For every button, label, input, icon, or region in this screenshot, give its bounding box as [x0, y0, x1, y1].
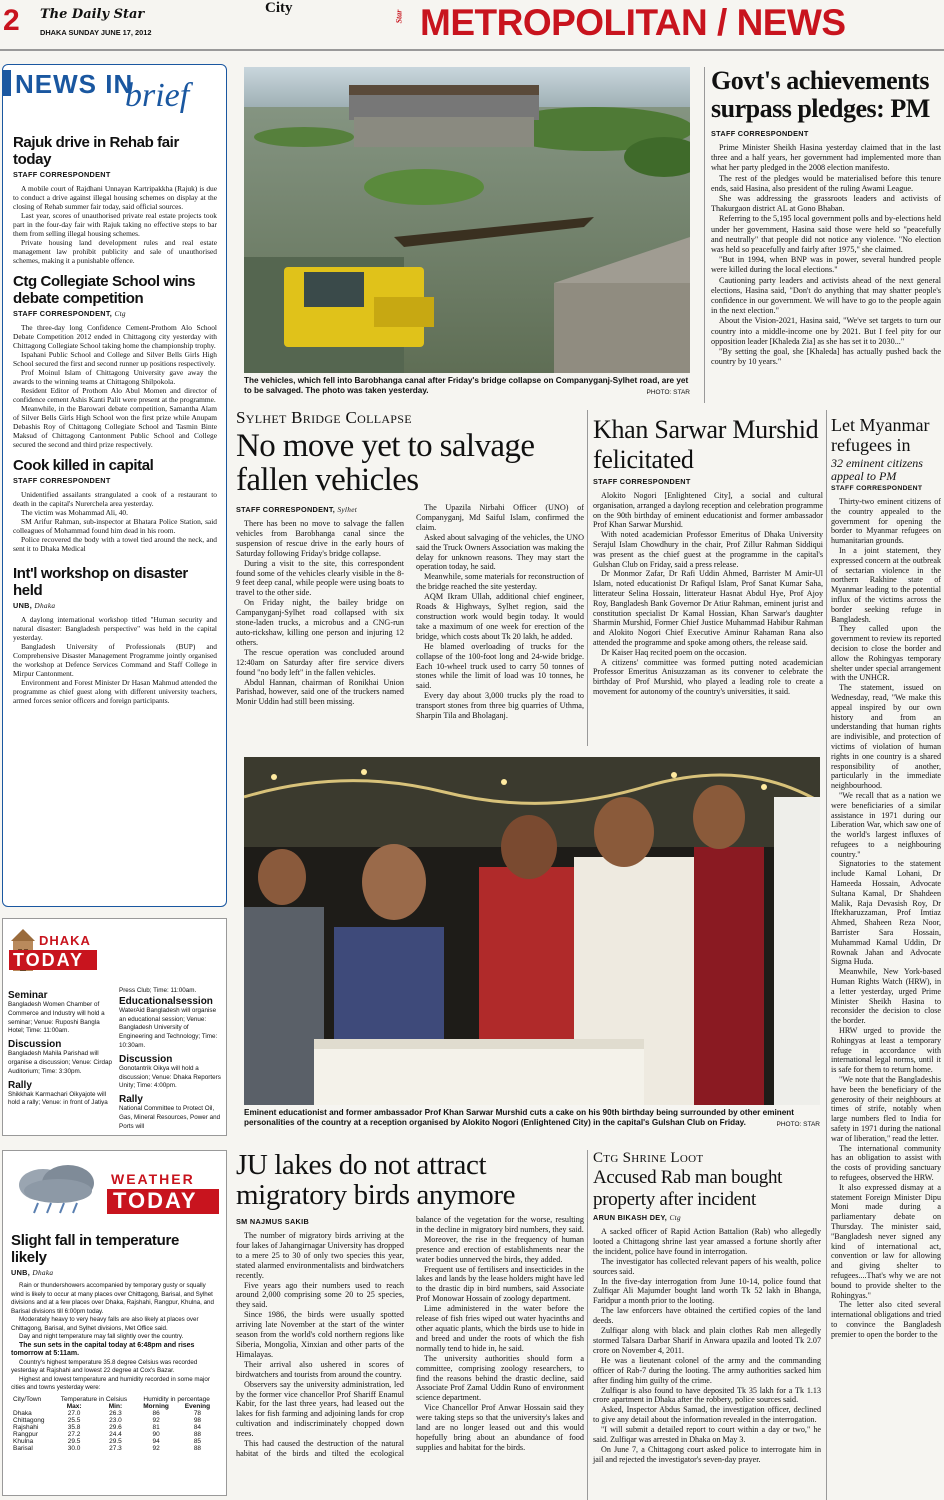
paragraph: Meanwhile, in the Barowari debate competition, Samantha Alam of Silver Bells Girls High School won the first prize while Anupam Debashis Roy of Chittagong Collegiate School and Tasmin Binte Maksud of Chittagong Cantonment Public School and College secured the second and third prize respectively.: [13, 404, 217, 449]
govt-byline: STAFF CORRESPONDENT: [711, 129, 809, 138]
salvage-kicker: Sylhet Bridge Collapse: [236, 408, 412, 427]
myanmar-body: [831, 497, 941, 1340]
paragraph: The statement, issued on Wednesday, read, "We make this appeal inspired by our own history and from an understanding that human rights are indivisible, and protection of victims of violation of human rights in one country is a shared responsibility of another, particularly in the immediate neighbourhood.: [831, 683, 941, 791]
masthead: [0, 0, 944, 52]
event-type: Discussion: [8, 1039, 62, 1051]
paragraph: Dr Monmor Zafar, Dr Rafi Uddin Ahmed, Barrister M Amir-Ul Islam, noted educationist Dr Rafiqul Islam, Prof Sanat Kumar Saha, litterateur Selina Hossain, litterateur Hasnat Abdul Hye, Prof Ajoy Roy, Bangladesh Bank Governor Dr Atiur Rahman, eminent jurist and constitution specialist Dr Kamal Hossian, Khan Sarwar's daughter Sharmin Murshid, Former Chief Justice Muhammad Habibur Rahman and Alokito Nogori Chief Executive Aminur Rahaman Rana also attended the programme and spoke among others, the release said.: [593, 569, 823, 647]
table-row: Barisal 30.0 27.3 92 88: [13, 1444, 202, 1452]
paragraph: It also expressed dismay at a statement Foreign Minister Dipu Moni made during a parliamentary debate on Thursday. The minister said, "Bangladesh never signed any kind of international act, convention or law for allowing and giving shelter to refugees....That's why we are not bound to provide shelter to the Rohingyas.": [831, 1182, 941, 1300]
salvage-story: [236, 408, 584, 739]
paragraph: Signatories to the statement include Kamal Lohani, Dr Hameeda Hossain, Advocate Sultana Kamal, Dr Shahdeen Malik, Raja Devasish Roy, Dr Iftekharuzzaman, Prof Imtiaz Ahmed, Shaheen Reza Noor, Barrister Sara Hossain, Muhammad Kamal Uddin, Dr Rownak Jahan and Advocate Sigma Huda.: [831, 859, 941, 967]
govt-body: [711, 143, 941, 367]
paragraph: Every day about 3,000 trucks ply the road to transport stones from three big quarries of Uthma, Sharpin Tila and Bholaganj.: [416, 691, 584, 721]
dhaka-today-left: [8, 987, 114, 1108]
paragraph: Alokito Nogori [Enlightened City], a social and cultural organisation, arranged a daylong reception and celebration programme on the 90th birthday of eminent educationist and former ambassador Prof Khan Sarwar Murshid.: [593, 491, 823, 530]
paragraph: The victim was Mohammad Ali, 40.: [21, 508, 128, 517]
dhaka-today-right: [119, 987, 223, 1132]
column-rule: [826, 410, 827, 1500]
table-header: Temperature in Celsius: [60, 1395, 128, 1403]
salvage-headline: No move yet to salvage fallen vehicles: [236, 428, 535, 498]
khan-byline: STAFF CORRESPONDENT: [593, 477, 691, 486]
ju-headline: JU lakes do not attract migratory birds anymore: [236, 1149, 516, 1211]
column-rule: [704, 67, 705, 403]
paragraph: She was addressing the grassroots leaders and activists of Thakurgaon district AL at Gono Bhaban.: [711, 194, 941, 214]
paragraph: This had caused the destruction of the natural habitat of the birds and tilted the ecological balance of the vegetation for the worse, resulting in the decline in migratory bird numbers, they said.: [236, 1215, 584, 1458]
table-row: Rajshahi 35.8 29.6 81 84: [13, 1423, 202, 1431]
event-text: Gonotantrik Oikya will hold a discussion; Venue: Dhaka Reporters Unity; Time: 4:00pm.: [119, 1064, 221, 1090]
weather-table: [11, 1396, 218, 1452]
paragraph: Last year, scores of unauthorised private real estate projects took part in the four-day fair with Rajuk taking no effective steps to bar them from selling illegal housing schemes.: [13, 211, 217, 238]
rab-byline-place: Ctg: [669, 1213, 681, 1222]
myanmar-headline: Let Myanmar refugees in: [831, 415, 930, 455]
paragraph: There has been no move to salvage the fallen vehicles from Barobhanga canal since the suspension of rescue drive in the early hours of Saturday following Friday's bridge collapse.: [236, 519, 404, 558]
weather-byline: UNB,: [11, 1268, 33, 1277]
brief-byline: STAFF CORRESPONDENT,: [13, 309, 115, 318]
column-rule: [587, 410, 588, 746]
brief-headline: Rajuk drive in Rehab fair today: [13, 134, 179, 168]
paragraph: Resident Editor of Prothom Alo Abul Momen and director of confidence cement Ashis Kanti Palit were present at the programme.: [13, 386, 217, 404]
column-rule: [587, 1150, 588, 1500]
table-header: Morning: [143, 1402, 169, 1410]
paragraph: On Friday night, the bailey bridge on Campanyganj-Sylhet road collapsed with six stone-laden trucks, a microbus and a CNG-run auto-rickshaw, killing one person and injuring 12 others.: [236, 598, 404, 647]
section-small: City: [265, 0, 293, 16]
sun-times: The sun sets in the capital today at 6:48pm and rises tomorrow at 5:11am.: [11, 1341, 195, 1357]
paragraph: With noted academician Professor Emeritus of Dhaka University Serajul Islam Chowdhury in the chair, Prof Zillur Rahman Siddiqui was present as the chief guest at the programme in the capital's Gulshan Club on Friday, said a press release.: [593, 530, 823, 569]
brief-item: [13, 273, 217, 449]
brief-item: [13, 565, 217, 705]
paragraph: Meanwhile, some materials for reconstruction of the bridge reached the site yesterday.: [416, 572, 584, 592]
paper-name: The Daily Star: [40, 7, 145, 22]
paragraph: Highest and lowest temperature and humidity recorded in some major cities and towns yesterday were:: [11, 1375, 210, 1391]
paragraph: Their arrival also ushered in scores of birdwatchers and tourists from around the country.: [236, 1359, 404, 1379]
paragraph: SM Arifur Rahman, sub-inspector at Bhatara Police Station, said colleagues of Mohammad found him dead in his room.: [13, 517, 217, 535]
govt-story: [711, 67, 941, 367]
rab-kicker: Ctg Shrine Loot: [593, 1150, 704, 1166]
rab-byline: ARUN BIKASH DEY,: [593, 1213, 670, 1222]
photo-credit: PHOTO: STAR: [776, 1121, 820, 1128]
paragraph: He was a lieutenant colonel of the army and the commanding officer of Rab-7 during the looting. The army authorities sacked him after finding him guilty of the crime.: [593, 1355, 821, 1385]
salvage-byline: STAFF CORRESPONDENT,: [236, 505, 338, 514]
rain-cloud-icon: [13, 1163, 105, 1215]
salvage-byline-place: Sylhet: [337, 505, 358, 514]
paragraph: Frequent use of fertilisers and insecticides in the lakes and lands by the lease holders might have led to the drastic dip in bird numbers, said Associate Prof Monowar Hossain of zoology department.: [416, 1264, 584, 1304]
brief-headline: Int'l workshop on disaster held: [13, 565, 188, 599]
dateline: DHAKA SUNDAY JUNE 17, 2012: [40, 28, 152, 37]
event-type: Rally: [119, 1094, 143, 1106]
cake-photo-caption: [244, 1108, 820, 1130]
paragraph: Since 1986, the birds were usually spotted arriving late November at the start of the winter season from the world's cold northern regions like Siberia, Mongolia, Xinxian and other parts of the Himalayas.: [236, 1310, 404, 1359]
paragraph: They called upon the government to review its reported decision to close the border and allow the Rohingyas temporary shelter under special arrangement with the UNHCR.: [831, 624, 941, 683]
brief-byline: UNB,: [13, 601, 35, 610]
khan-story: [593, 415, 823, 697]
page-number: 2: [3, 4, 20, 37]
news-in-brief: [2, 64, 227, 907]
paragraph: Ispahani Public School and College and Silver Bells Girls High School secured the first and second runner up positions respectively.: [13, 350, 217, 368]
table-header: Humidity in percentage: [143, 1395, 210, 1403]
event-text: Bangladesh Women Chamber of Commerce and Industry will hold a seminar; Venue: Ruposhi Bangla Hotel; Time: 11:00am.: [8, 1001, 105, 1035]
weather-body: [11, 1282, 218, 1393]
brief-body: [13, 615, 217, 705]
weather-header: [3, 1151, 226, 1221]
paragraph: Country's highest temperature 35.8 degree Celsius was recorded yesterday at Rajshahi and lowest 22 degree at Cox's Bazar.: [11, 1358, 198, 1374]
event-text: WaterAid Bangladesh will organise an educational session; Venue: Bangladesh University of Engineering and Technology; Time: 10:30am.: [119, 1006, 218, 1049]
table-row: Khulna 29.5 29.5 94 85: [13, 1437, 202, 1445]
paragraph: Asked about salvaging of the vehicles, the UNO said the Truck Owners Association was making the delay for unknown reasons. They may start the operation today, he said.: [416, 532, 584, 572]
paragraph: Moreover, the rise in the frequency of human presence and erection of establishments near the water bodies unnerved the birds, they added.: [416, 1234, 584, 1264]
paragraph: "We note that the Bangladeshis have been the beneficiary of the generosity of their neighbours at times of strife, notably when large numbers fled to India for safety in 1971 during the national war of liberation," read the letter.: [831, 1075, 941, 1143]
cake-cutting-photo: [244, 757, 820, 1105]
paragraph: AQM Ikram Ullah, additional chief engineer, Roads & Highways, Sylhet region, said the construction work would begin today. It would take a maximum of one week for erection of the bridge, which costs about Tk 20 lakh, he added.: [416, 592, 584, 641]
brief-body: [13, 184, 217, 265]
table-header: Min:: [108, 1402, 123, 1410]
paragraph: During a visit to the site, this correspondent found some of the vehicles clearly visible in the 8-9 feet deep canal, while people were using boats to travel to the other side.: [236, 558, 404, 598]
paragraph: The rest of the pledges would be materialised before this tenure ends, said Hasina, also president of the ruling Awami League.: [711, 173, 941, 193]
table-header: City/Town: [13, 1395, 42, 1403]
masthead-rule: [0, 49, 944, 51]
paragraph: Zulfiqar along with black and plain clothes Rab men allegedly stormed Talsara Darbar Sharif in Anwara upazila and looted Tk 2.07 crore on November 4, 2011.: [593, 1326, 821, 1355]
paragraph: A daylong international workshop titled "Human security and natural disaster: Bangladesh perspective" was held in the capital yesterday.: [13, 615, 217, 642]
paragraph: HRW urged to provide the Rohingyas at least a temporary refuge in accordance with international legal norms, until it is safe for them to return home.: [831, 1026, 941, 1075]
brief-byline: STAFF CORRESPONDENT: [13, 170, 111, 179]
table-row: Chittagong 25.5 23.0 92 98: [13, 1416, 202, 1424]
table-row: Rangpur 27.2 24.4 90 88: [13, 1430, 202, 1438]
paragraph: "By setting the goal, she [Khaleda] has actually pushed back the country by 10 years.": [711, 347, 941, 367]
ju-body: [236, 1215, 584, 1495]
paragraph: A sacked officer of Rapid Action Battalion (Rab) who allegedly looted a Chittagong shrine last year amassed a fortune shortly after the incident, police have found in interrogation.: [593, 1227, 821, 1256]
rab-headline: Accused Rab man bought property after incident: [593, 1167, 783, 1210]
event-type: Seminar: [8, 990, 48, 1001]
dhaka-today-box: [2, 918, 227, 1136]
paragraph: Rain or thundershowers accompanied by temporary gusty or squally wind is likely to occur at many places over Chittagong, Barisal, and Sylhet divisions and at a few places over Dhaka, Rajshahi, Rangpur, Khulna, and Barisal divisions till 6:00pm today.: [11, 1282, 214, 1315]
paragraph: Private housing land development rules and real estate management law prohibit publicity and sale of unauthorised schemes, making it a punishable offence.: [13, 238, 217, 265]
brief-body: [13, 490, 217, 553]
brief-body: [13, 323, 217, 449]
paragraph: Cautioning party leaders and activists ahead of the next general elections, Hasina said, "Don't do anything that may shatter people's confidence in our government. We will have to go to the people again in the next election.": [711, 275, 941, 316]
brief-headline: Ctg Collegiate School wins debate competition: [13, 273, 196, 307]
paragraph: A mobile court of Rajdhani Unnayan Kartripakkha (Rajuk) is due to conduct a drive against illegal housing schemes on display at the closing of Rehab summer fair today, said official sources.: [13, 184, 217, 211]
table-row: Dhaka 27.0 26.3 86 78: [13, 1409, 202, 1417]
star-logo: Star: [394, 9, 404, 24]
event-text: National Committee to Protect Oil, Gas, Mineral Resources, Power and Ports will: [119, 1105, 221, 1130]
paragraph: Dr Kaiser Haq recited poem on the occasion.: [601, 647, 747, 657]
section-title: METROPOLITAN / NEWS: [420, 2, 846, 43]
khan-headline: Khan Sarwar Murshid felicitated: [593, 415, 819, 474]
table-header: Max:: [66, 1402, 82, 1410]
brief-item: [13, 457, 217, 553]
govt-headline: Govt's achievements surpass pledges: PM: [711, 66, 930, 123]
top-photo-caption: [244, 376, 690, 398]
paragraph: A citizens' committee was formed putting noted academician Professor Emeritus Anisuzzaman as its convener to celebrate the birthday of Prof Murshid, who played a leading role to create a movement for autonomy of the country's universities, it said.: [593, 657, 823, 696]
paragraph: The rescue operation was concluded around 12:40am on Saturday after fire service divers found "no body left" in the fallen vehicles.: [236, 647, 404, 677]
paragraph: Zulfiqar is also found to have deposited Tk 35 lakh for a Tk 1.13 crore apartment in Dhaka after the robbery, police sources said.: [593, 1385, 821, 1405]
khan-body: [593, 491, 823, 697]
paragraph: Prof Moinul Islam of Chittagong University gave away the awards to the winning teams at Chittagong Shilpokola.: [13, 368, 217, 386]
paragraph: Prime Minister Sheikh Hasina yesterday claimed that in the last three and a half years, her government had implemented more than what her party pledged in the 2008 election manifesto.: [711, 143, 941, 173]
salvage-body: [236, 503, 584, 739]
paragraph: The Upazila Nirbahi Officer (UNO) of Companyganj, Md Saiful Islam, confirmed the claim.: [416, 503, 584, 532]
dhaka-today-title-top: DHAKA: [39, 933, 91, 948]
photo-credit: PHOTO: STAR: [646, 389, 690, 396]
paragraph: The university authorities should form a committee, comprising zoology researchers, to find the reasons behind the drastic decline, said Associate Prof Zamal Uddin Runo of environment science department.: [416, 1353, 584, 1403]
paragraph: Environment and Forest Minister Dr Hasan Mahmud attended the programme as chief guest along with different university teachers, armed forces senior officers and foreign participants.: [13, 678, 217, 705]
brief-byline: STAFF CORRESPONDENT: [13, 476, 111, 485]
dhaka-today-header: [3, 919, 226, 979]
paragraph: The law enforcers have obtained the certified copies of the land deeds.: [593, 1306, 821, 1326]
ju-story: [236, 1150, 584, 1495]
event-type: Discussion: [119, 1053, 173, 1065]
brief-title-word1: NEWS IN: [15, 69, 134, 99]
event-type: Educationalsession: [119, 995, 213, 1007]
paragraph: The number of migratory birds arriving at the four lakes of Jahangirnagar University has dropped to a mere 25 to 30 of only two species this year, stated alarmed environmentalists and birdwatchers recently.: [236, 1231, 404, 1280]
myanmar-byline: STAFF CORRESPONDENT: [831, 485, 923, 492]
paragraph: He blamed overloading of trucks for the collapse of the 100-foot long and 24-wide bridge. Each 10-wheel truck used to carry 50 tonnes of stones while the limit of load was 10 tonnes, he said.: [416, 641, 584, 691]
myanmar-deck: 32 eminent citizens appeal to PM: [831, 456, 923, 483]
bridge-collapse-photo: [244, 67, 690, 373]
paragraph: About the Vision-2021, Hasina said, "We've set targets to turn our country into a middle-income one by 2021. But I feel pity for our opposition leader [Khaleda Zia] as she has set it to 2030...": [711, 316, 941, 346]
ju-byline: SM NAJMUS SAKIB: [236, 1217, 310, 1226]
paragraph: Observers say the university administration, led by the former vice chancellor Prof Shariff Enamul Kabir, for the last three years, had leased out the lakes for fish farming and adjoining lands for crop cultivation and indiscriminately chopped down trees.: [236, 1379, 404, 1439]
rab-story: [593, 1150, 821, 1465]
paragraph: Asked, Inspector Abdus Samad, the investigation officer, declined to give any detail about the information revealed in the interrogation.: [593, 1405, 821, 1425]
brief-headline: Cook killed in capital: [13, 457, 154, 474]
paragraph: Meanwhile, New York-based Human Rights Watch (HRW), in a letter yesterday, urged Prime Minister Sheikh Hasina to reconsider the decision to close the border.: [831, 967, 941, 1026]
paragraph: In a joint statement, they expressed concern at the outbreak of sectarian violence in the northern Rakhine state of Myanmar leading to the potential influx of the victims across the border seeking refuge in Bangladesh.: [831, 545, 941, 624]
paragraph: Police recovered the body with a towel tied around the neck, and sent it to Dhaka Medical: [13, 535, 217, 553]
paragraph: "But in 1994, when BNP was in power, several hundred people were killed during the local elections.": [711, 255, 941, 275]
myanmar-story: [831, 415, 941, 1340]
event-type: Rally: [8, 1079, 32, 1091]
paragraph: Vice Chancellor Prof Anwar Hossain said they were taking steps so that the university's lakes and land are no longer leased out and this would hopefully bring about an abundance of food supplies and habitat for the birds.: [416, 1403, 584, 1452]
paragraph: Moderately heavy to very heavy falls are also likely at places over Chittagong, Barisal, and Sylhet divisions, Met Office said.: [11, 1316, 199, 1332]
event-text: Press Club; Time: 11:00am.: [119, 987, 197, 994]
paragraph: Bangladesh University of Professionals (BUP) and Comprehensive Disaster Management Programme jointly organised the workshop at Defence Services Command and Staff College in Mirpur Cantonment.: [13, 642, 217, 678]
paragraph: Thirty-two eminent citizens of the country appealed to the government for opening the border to Myanmar refugees on humanitarian grounds.: [831, 497, 941, 546]
caption-text: The vehicles, which fell into Barobhanga canal after Friday's bridge collapse on Companyganj-Sylhet road, are yet to be salvaged. The photo was taken yesterday.: [244, 376, 689, 395]
brief-title-word2: brief: [125, 77, 190, 114]
paragraph: Day and night temperature may fall slightly over the country.: [19, 1333, 184, 1340]
paragraph: Abdul Hannan, chairman of Ronikhai Union Parishad, however, said one of the truckers named Monir Uddin had still been missing.: [236, 677, 404, 707]
paragraph: The investigator has collected relevant papers of his wealth, police sources said.: [593, 1256, 821, 1276]
brief-item: [13, 134, 217, 265]
paragraph: Referring to the 5,195 local government polls and by-elections held under her government, Hasina said those were held so "peacefully and neutrally" that people did not notice any violence. "No election was held so peacefully and fairly after 1975," she claimed.: [711, 214, 941, 255]
paragraph: In the five-day interrogation from June 10-14, police found that Zulfiqar Ali Majumder bought land worth Tk 52 lakh in Bhanga, Faridpur a month prior to the looting.: [593, 1276, 821, 1306]
paragraph: "I will submit a detailed report to court within a day or two," he said. Zulfiqar was arrested in Dhaka on May 3.: [593, 1425, 821, 1445]
paragraph: Lime administered in the water before the release of fish fries wiped out water hyacinths and other aquatic plants, which the birds use to hide in and breed and under the roots of which the fish normally tend to hide in, he said.: [416, 1304, 584, 1353]
brief-byline-place: Ctg: [114, 309, 126, 318]
paragraph: The international community has an obligation to assist with the costs of providing sanctuary to refugees, observed the HRW.: [831, 1143, 941, 1182]
rab-body: [593, 1227, 821, 1465]
table-header: Evening: [184, 1402, 211, 1410]
dhaka-today-title-bottom: TODAY: [13, 950, 85, 970]
event-text: Bangladesh Mahila Parishad will organise a discussion; Venue: Cirdap Auditorium; Time: 3:30pm.: [8, 1050, 112, 1075]
paragraph: Five years ago their numbers used to reach around 2,000 comprising some 20 to 25 species, they said.: [236, 1280, 404, 1310]
weather-title-top: WEATHER: [111, 1171, 195, 1187]
weather-box: [2, 1150, 227, 1496]
caption-text: Eminent educationist and former ambassador Prof Khan Sarwar Murshid cuts a cake on his 90th birthday being surrounded by other eminent personalities of the country at a reception organised by Alokito Nogori (Enlightened City) in the capital's Gulshan Club on Friday.: [244, 1108, 795, 1127]
weather-title-bottom: TODAY: [113, 1188, 198, 1213]
paragraph: Unidentified assailants strangulated a cook of a restaurant to death in the capital's Nurerchela area yesterday.: [13, 490, 217, 508]
paragraph: On June 7, a Chittagong court asked police to interrogate him in jail and rejected the investigator's seven-day prayer.: [593, 1444, 821, 1464]
paragraph: The letter also cited several international obligations and tried to convince the Bangladesh premier to open the border to the: [831, 1300, 941, 1339]
brief-items: [3, 134, 226, 705]
paragraph: The three-day long Confidence Cement-Prothom Alo School Debate Competition 2012 ended in Chittagong city yesterday with Chittagong Collegiate School taking home the championship trophy.: [13, 323, 217, 350]
weather-headline: Slight fall in temperature likely: [11, 1232, 180, 1266]
paragraph: "We recall that as a nation we were beneficiaries of a similar assistance in 1971 during our Liberation War, which saw one of the world's largest influxes of refugees to a neighbouring country.": [831, 790, 941, 859]
weather-byline-place: Dhaka: [32, 1268, 54, 1277]
brief-byline-place: Dhaka: [34, 601, 56, 610]
brief-title-bar: [3, 65, 226, 123]
event-text: Shikkhak Karmachari Oikyajote will hold a rally; Venue: in front of Jatiya: [8, 1090, 108, 1107]
